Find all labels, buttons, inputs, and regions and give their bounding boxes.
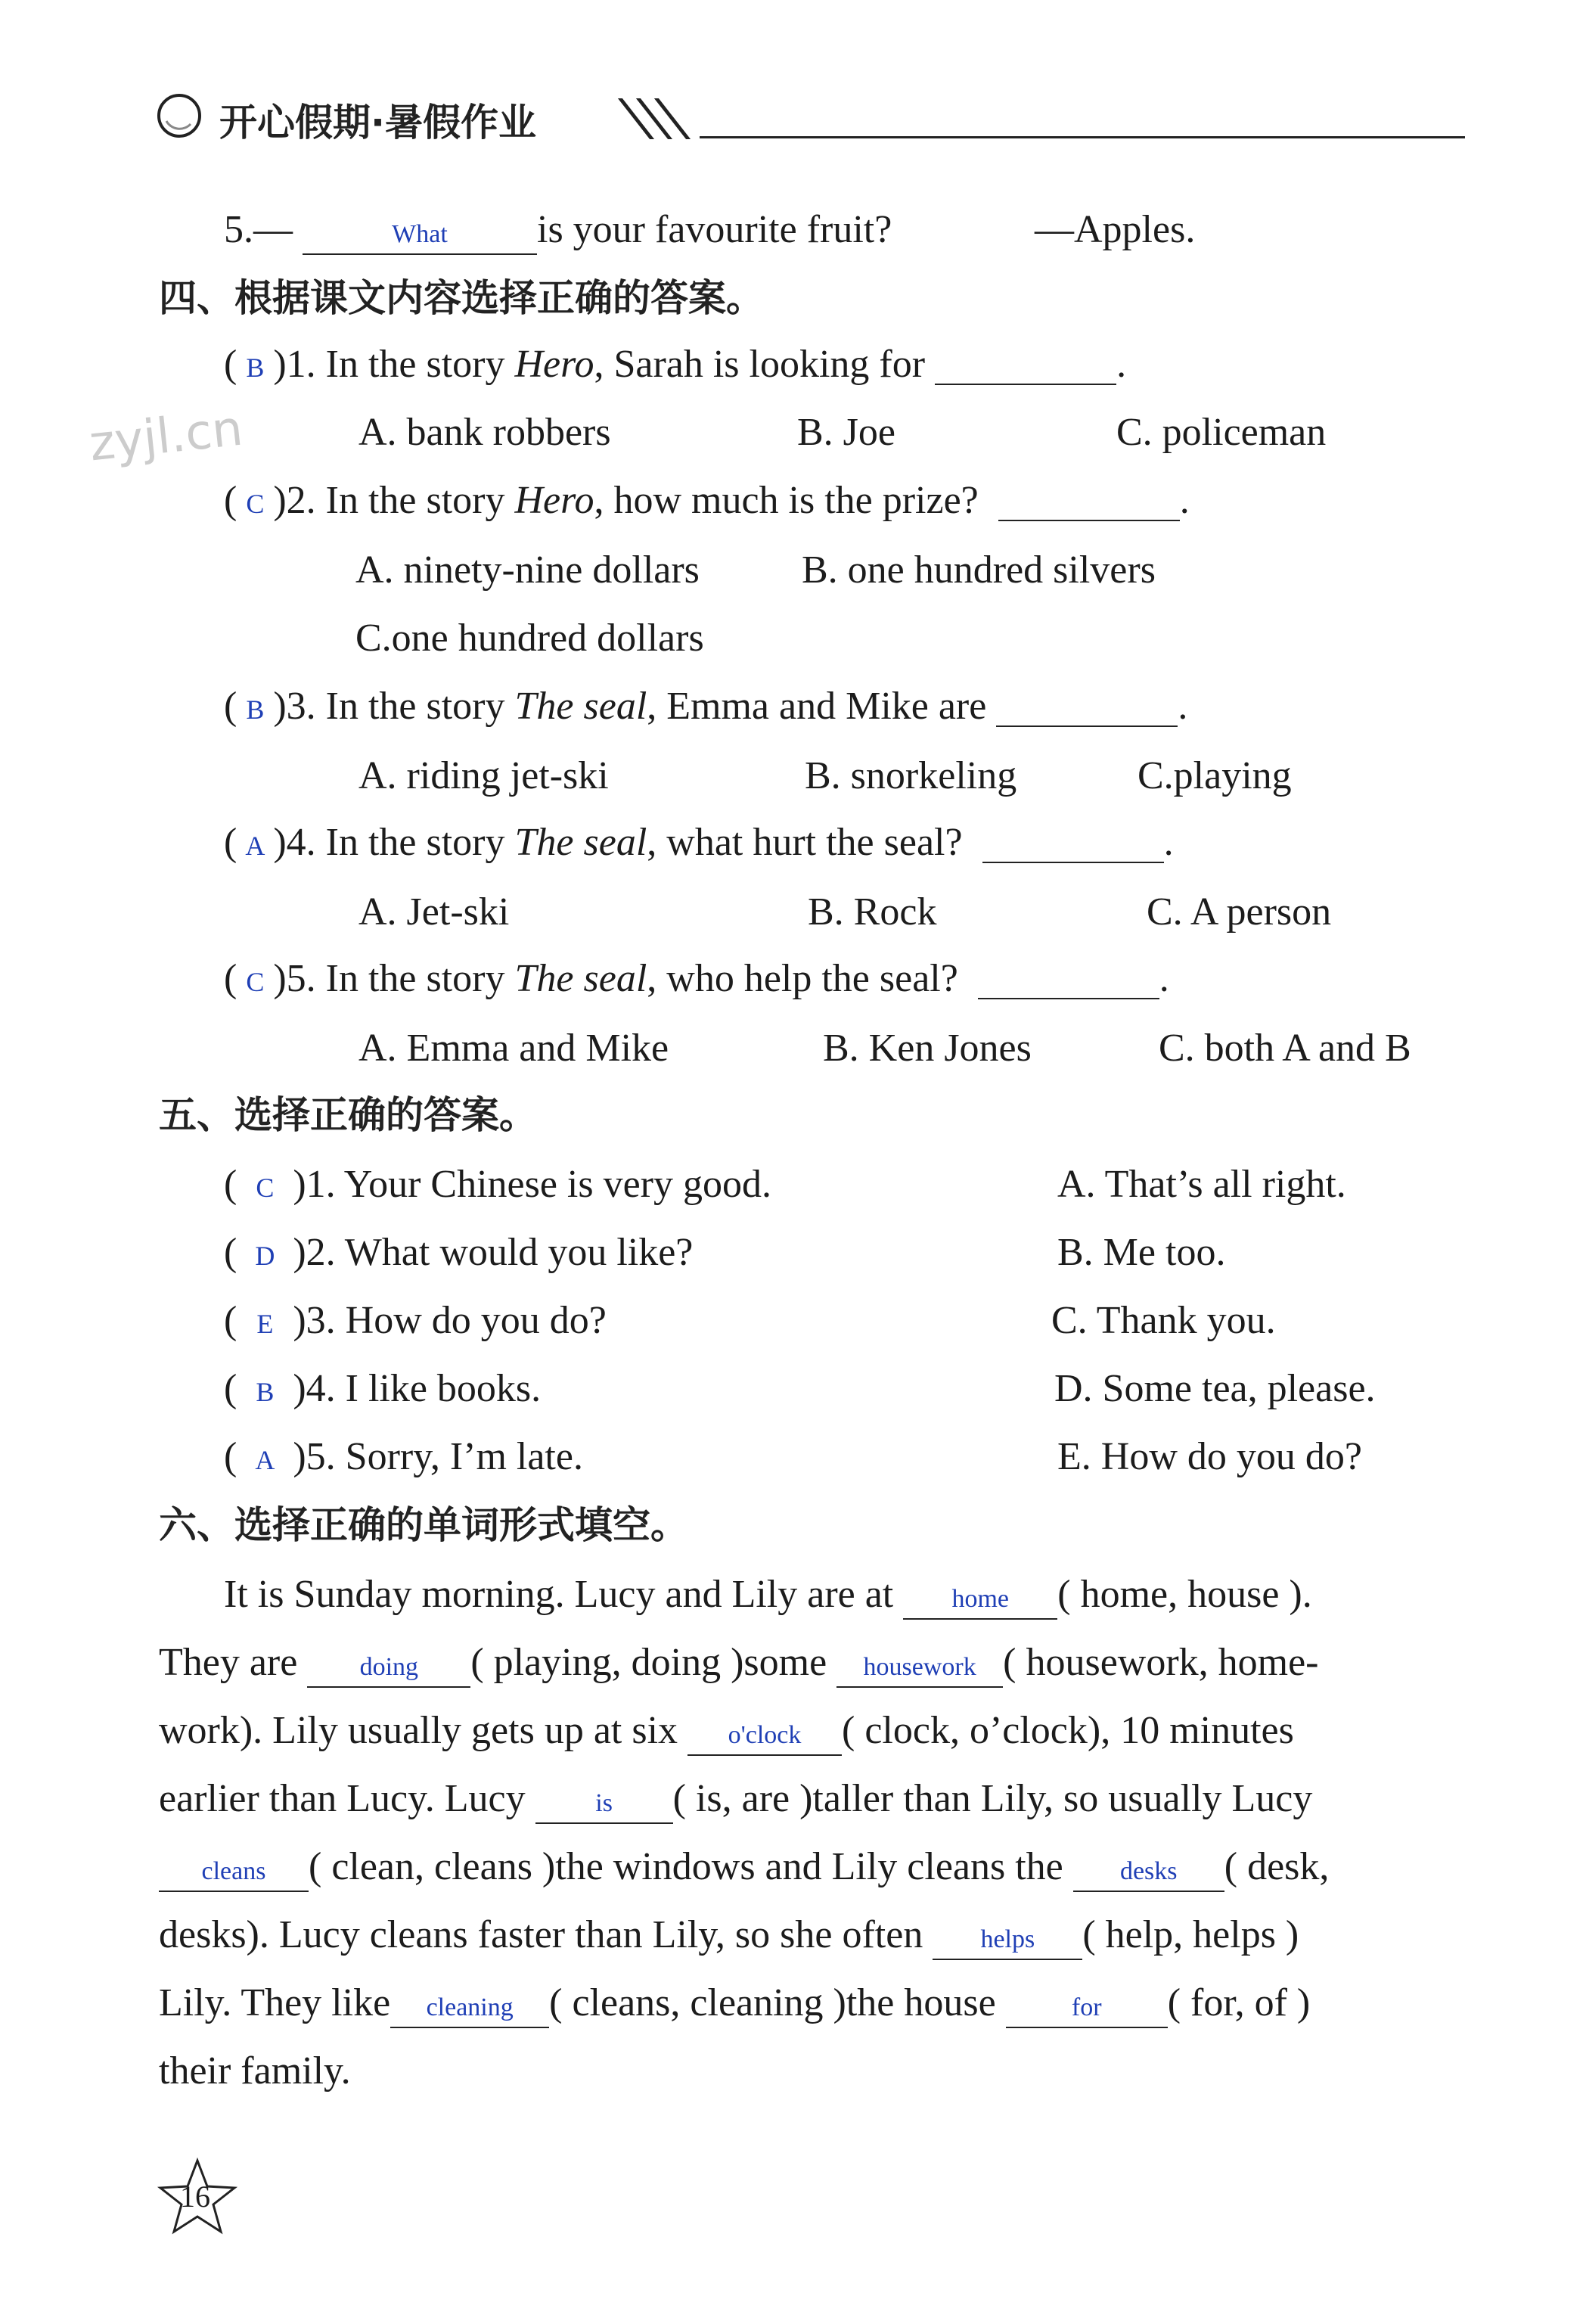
answer-blank[interactable]: doing [307,1644,470,1688]
s5-question-5: ( A )5. Sorry, I’m late. [224,1435,583,1478]
header-title: 开心假期·暑假作业 [219,101,536,144]
answer-blank[interactable]: is [535,1780,673,1824]
s5-option-d: D. Some tea, please. [1054,1367,1376,1410]
answer-blank[interactable]: o'clock [687,1712,842,1756]
section4-title: 四、根据课文内容选择正确的答案。 [159,276,764,320]
s4-q1-option-b[interactable]: B. Joe [797,411,895,454]
s5-option-c: C. Thank you. [1051,1299,1276,1342]
section5-title: 五、选择正确的答案。 [159,1093,537,1137]
s4-q1-option-a[interactable]: A. bank robbers [358,411,611,454]
s4-q2-option-b[interactable]: B. one hundred silvers [802,548,1156,592]
s6-line-3: work). Lily usually gets up at six o'clock ( clock, o’clock), 10 minutes [159,1707,1294,1756]
s4-q4-option-c[interactable]: C. A person [1147,890,1332,934]
s4-q5-option-a[interactable]: A. Emma and Mike [358,1027,669,1070]
s5-option-b: B. Me too. [1057,1231,1226,1274]
s5-question-4: ( B )4. I like books. [224,1367,542,1410]
s4-q5-option-c[interactable]: C. both A and B [1159,1027,1411,1070]
s5-option-e: E. How do you do? [1057,1435,1362,1478]
s6-line-4: earlier than Lucy. Lucy is ( is, are )taller than Lily, so usually Lucy [159,1775,1312,1824]
s5-question-2: ( D )2. What would you like? [224,1231,694,1274]
s5-option-a: A. That’s all right. [1057,1163,1346,1206]
answer-blank[interactable]: cleans [159,1848,309,1892]
s4-q1-option-c[interactable]: C. policeman [1116,411,1327,454]
s4-question-5: ( C )5. In the story The seal, who help the seal? . [224,957,1169,1000]
header-slash-3 [654,98,691,139]
s4-q3-option-c[interactable]: C.playing [1138,754,1292,797]
watermark: zyjl.cn [86,400,246,473]
answer-blank[interactable]: for [1006,1984,1168,2028]
answer-blank[interactable]: helps [933,1916,1082,1960]
header-rule [700,136,1465,138]
s4-q5-option-b[interactable]: B. Ken Jones [823,1027,1032,1070]
s6-line-7: Lily. They like cleaning ( cleans, cleaning )the house for ( for, of ) [159,1979,1310,2028]
s4-q2-option-c[interactable]: C.one hundred dollars [355,617,704,660]
q5-reply: —Apples. [1035,208,1196,251]
s4-q2-option-a[interactable]: A. ninety-nine dollars [355,548,700,592]
circle-logo-icon [156,92,203,139]
s4-q3-option-b[interactable]: B. snorkeling [805,754,1017,797]
s6-line-2: They are doing ( playing, doing )some housework ( housework, home- [159,1639,1319,1688]
section6-title: 六、选择正确的单词形式填空。 [159,1503,688,1547]
page-number: 16 [180,2180,210,2214]
q5-fill-line: 5.— What is your favourite fruit? [224,206,892,255]
header-slash-2 [636,98,672,139]
answer-blank[interactable]: home [903,1576,1057,1620]
answer-blank[interactable]: housework [836,1644,1003,1688]
s6-line-8: their family. [159,2049,351,2093]
answer-blank[interactable]: cleaning [390,1984,549,2028]
s4-question-3: ( B )3. In the story The seal, Emma and Mike are . [224,685,1188,728]
s4-q3-option-a[interactable]: A. riding jet-ski [358,754,609,797]
s4-question-2: ( C )2. In the story Hero, how much is the prize? . [224,479,1190,522]
s4-q4-option-a[interactable]: A. Jet-ski [358,890,510,934]
s5-question-1: ( C )1. Your Chinese is very good. [224,1163,771,1206]
s4-q4-option-b[interactable]: B. Rock [808,890,937,934]
s6-line-5: cleans ( clean, cleans )the windows and Lily cleans the desks ( desk, [159,1843,1329,1892]
s4-question-1: ( B )1. In the story Hero, Sarah is looking for . [224,343,1127,386]
answer-blank[interactable]: desks [1073,1848,1224,1892]
s6-line-1: It is Sunday morning. Lucy and Lily are at home ( home, house ). [224,1571,1312,1620]
s6-line-6: desks). Lucy cleans faster than Lily, so she often helps ( help, helps ) [159,1911,1299,1960]
header-slash-1 [618,98,654,139]
s5-question-3: ( E )3. How do you do? [224,1299,607,1342]
s4-question-4: ( A )4. In the story The seal, what hurt the seal? . [224,821,1174,864]
answer-blank[interactable]: What [303,211,537,255]
